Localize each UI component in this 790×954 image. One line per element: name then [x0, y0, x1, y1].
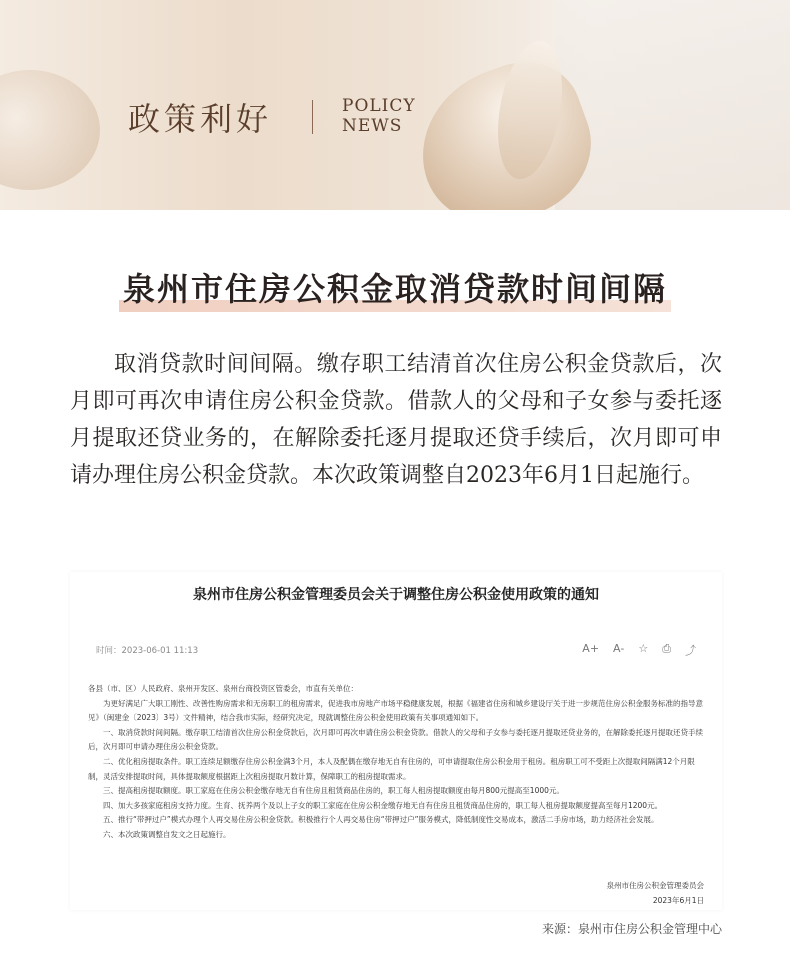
banner-title-en-line2: NEWS [342, 116, 403, 136]
notice-paragraph: 六、本次政策调整自发文之日起施行。 [103, 829, 231, 839]
favorite-icon[interactable]: ☆ [638, 642, 649, 655]
publish-time: 时间：2023-06-01 11:13 [96, 646, 199, 656]
print-icon[interactable]: ⎙ [662, 642, 671, 655]
font-decrease-button[interactable]: A- [613, 642, 625, 655]
article-title [123, 264, 667, 310]
article-title-text: 泉州市住房公积金取消贷款时间间隔 [122, 270, 667, 308]
decorative-panel [555, 0, 790, 210]
notice-body [88, 682, 704, 843]
notice-paragraph: 为更好满足广大职工刚性、改善性购房需求和无房职工的租房需求，促进我市房地产市场平稳健康发展，根据《福建省住房和城乡建设厅关于进一步规范住房公积金服务标准的指导意见》（闽建金〔2023〕3号）文件精神，结合我市实际，经研究决定，现就调整住房公积金使用政策有关事项通知如下。 [88, 698, 703, 723]
notice-meta [96, 642, 696, 660]
banner-title: 政策利好 [128, 100, 273, 138]
notice-paragraph: 一、取消贷款时间间隔。缴存职工结清首次住房公积金贷款后，次月即可再次申请住房公积金贷款。借款人的父母和子女参与委托逐月提取还贷业务的，在解除委托逐月提取还贷手续后，次月即可申请办理住房公积金贷款。 [88, 727, 703, 752]
banner-title-en-line1: POLICY [342, 96, 416, 116]
toolbar [582, 642, 696, 658]
share-icon[interactable]: ⤴ [685, 644, 696, 657]
font-increase-button[interactable]: A+ [582, 642, 600, 655]
banner-title-en [342, 96, 416, 136]
decorative-shape [0, 70, 100, 190]
notice-title: 泉州市住房公积金管理委员会关于调整住房公积金使用政策的通知 [193, 587, 599, 603]
source-credit: 来源：泉州市住房公积金管理中心 [541, 922, 722, 936]
header-banner [0, 0, 790, 210]
article-body: 取消贷款时间间隔。缴存职工结清首次住房公积金贷款后，次月即可再次申请住房公积金贷款。借款人的父母和子女参与委托逐月提取还贷业务的，在解除委托逐月提取还贷手续后，次月即可申请办理住房公积金贷款。本次政策调整自2023年6月1日起施行。 [70, 352, 722, 488]
signature-org: 泉州市住房公积金管理委员会 [606, 881, 704, 890]
notice-paragraph: 四、加大多孩家庭租房支持力度。生育、抚养两个及以上子女的职工家庭在住房公积金缴存地无自有住房且租赁商品住房的，职工每人租房提取额度提高至每月1200元。 [103, 800, 663, 810]
notice-screenshot [70, 572, 722, 910]
notice-signature [607, 878, 705, 908]
notice-paragraph: 二、优化租房提取条件。职工连续足额缴存住房公积金满3个月，本人及配偶在缴存地无自有住房的，可申请提取住房公积金用于租房。租房职工可不受距上次提取间隔满12个月限制，灵活安排提取时间，具体提取额度根据距上次租房提取月数计算，保障职工的租房提取需求。 [88, 756, 695, 781]
notice-paragraph: 五、推行“带押过户”模式办理个人再交易住房公积金贷款。积极推行个人再交易住房“带押过户”服务模式，降低制度性交易成本，激活二手房市场，助力经济社会发展。 [103, 815, 659, 825]
banner-divider [312, 100, 313, 134]
notice-paragraph: 三、提高租房提取额度。职工家庭在住房公积金缴存地无自有住房且租赁商品住房的，职工每人租房提取额度由每月800元提高至1000元。 [103, 786, 564, 796]
notice-paragraph: 各县（市、区）人民政府、泉州开发区、泉州台商投资区管委会，市直有关单位： [88, 684, 358, 693]
article-title-wrap [0, 264, 790, 310]
signature-date: 2023年6月1日 [652, 896, 704, 905]
